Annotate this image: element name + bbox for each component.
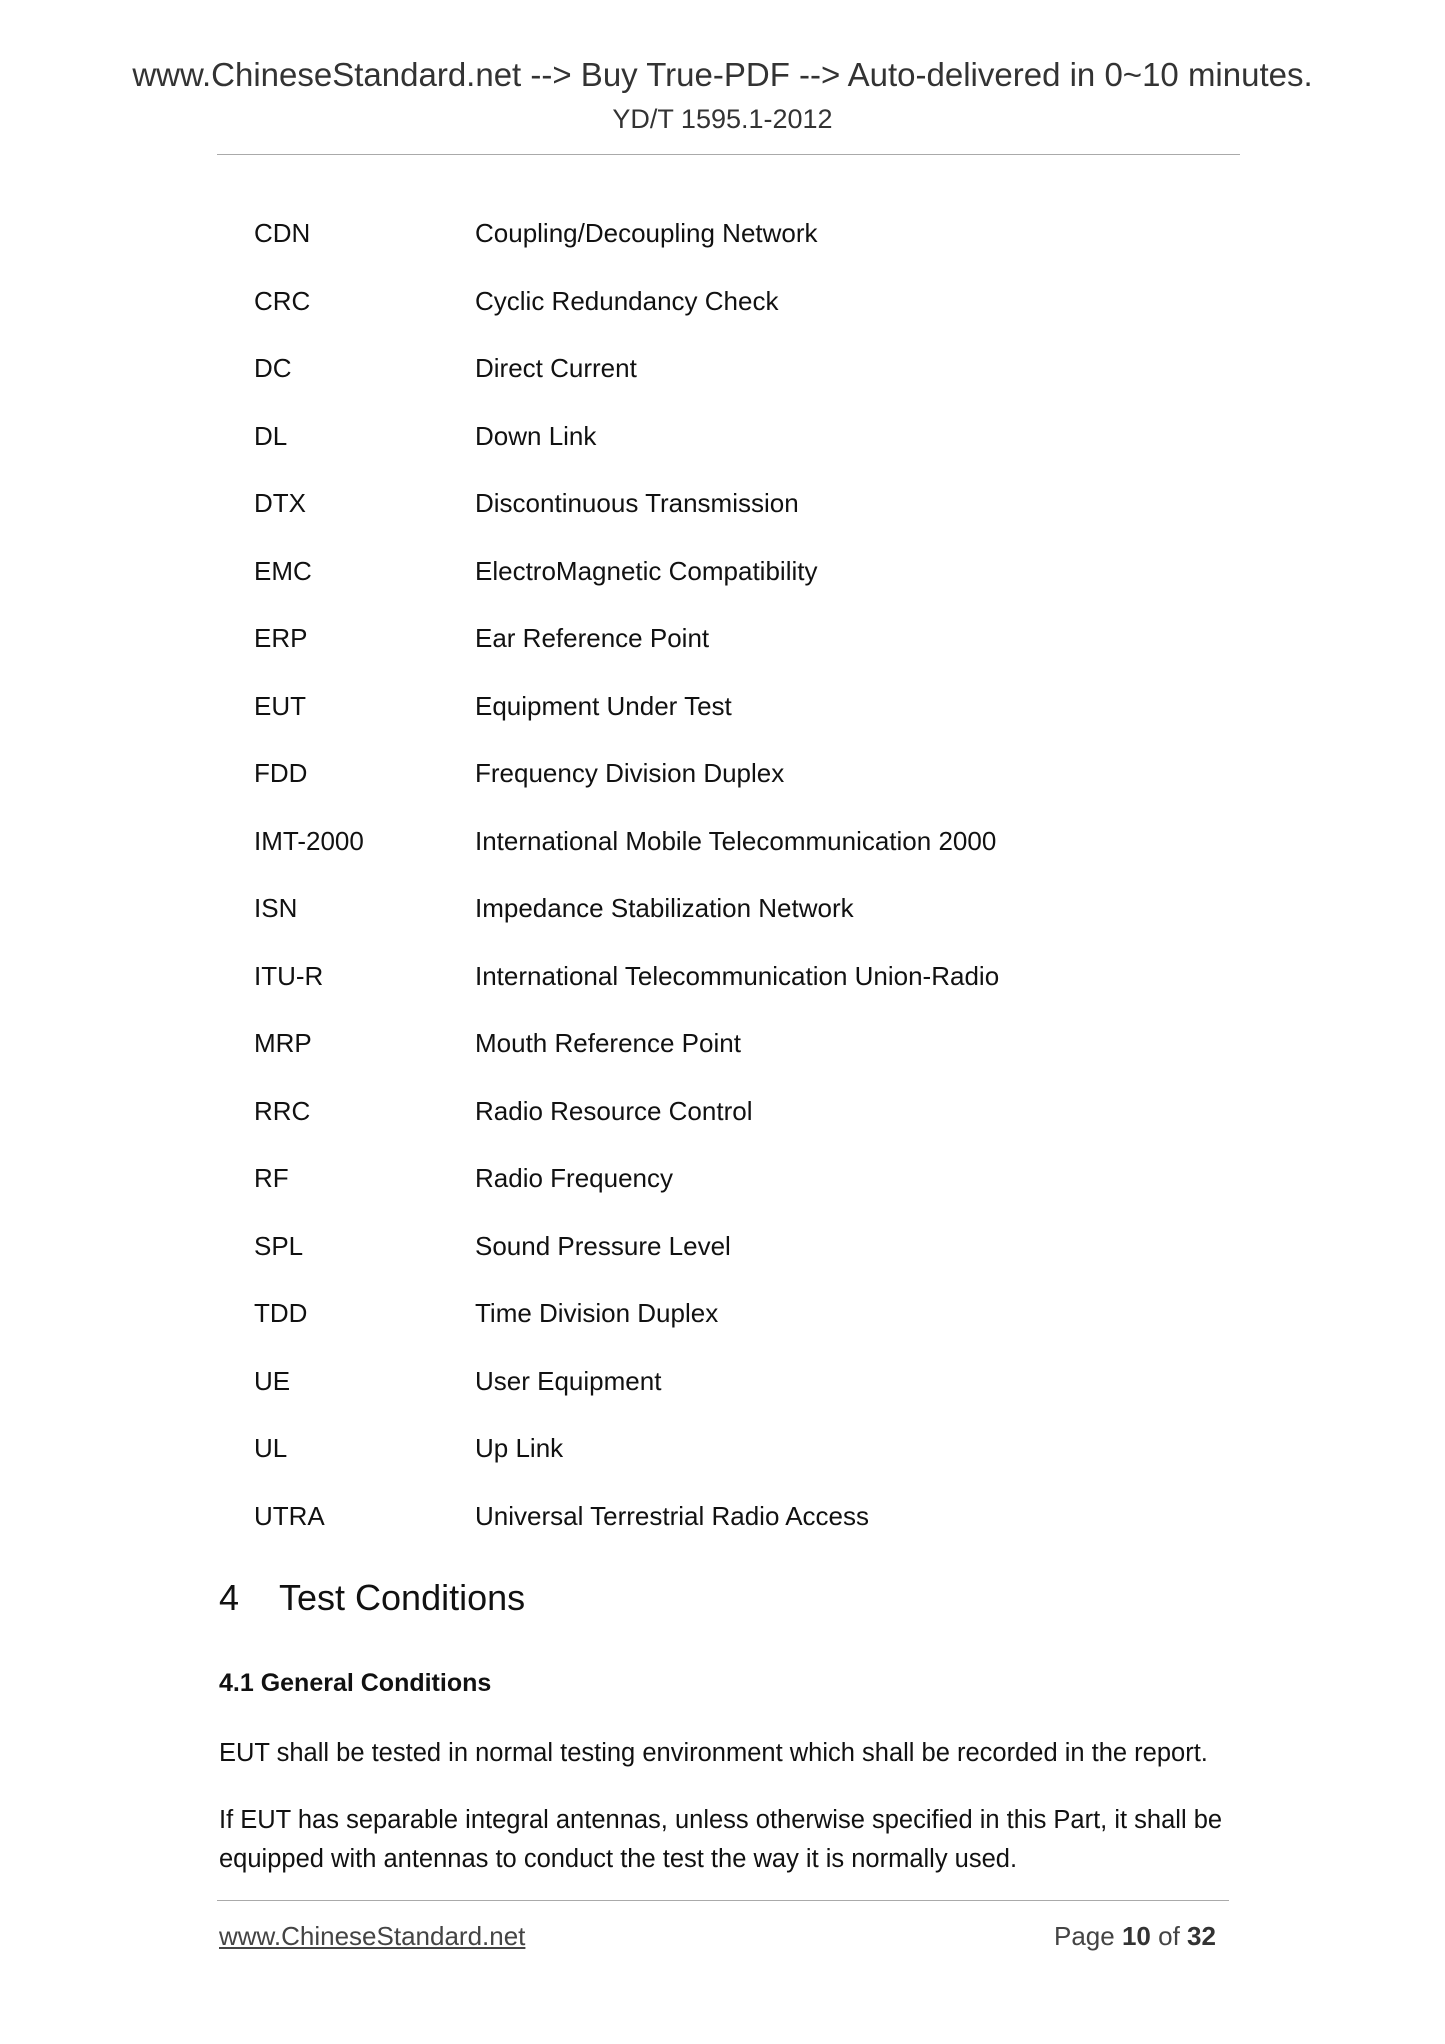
- abbreviation-definition: Ear Reference Point: [475, 623, 710, 653]
- abbreviation-definition: Coupling/Decoupling Network: [475, 218, 818, 248]
- abbreviation-row: [254, 411, 1254, 479]
- abbreviation-definition: Sound Pressure Level: [475, 1230, 731, 1261]
- abbreviation-row: [254, 1423, 1254, 1491]
- abbreviation-term: IMT-2000: [254, 825, 364, 856]
- abbreviation-term: FDD: [254, 758, 308, 788]
- abbreviation-definition: Radio Frequency: [475, 1163, 673, 1193]
- paragraph: If EUT has separable integral antennas, unless otherwise specified in this Part, it shall be equipped with antennas to conduct the test the way it is normally used.: [219, 1806, 1223, 1873]
- abbreviation-definition: Radio Resource Control: [475, 1095, 753, 1126]
- abbreviation-term: UL: [254, 1433, 288, 1463]
- abbreviation-row: [254, 478, 1254, 546]
- abbreviation-row: [254, 1356, 1254, 1424]
- footer-divider: [217, 1900, 1229, 1901]
- abbreviation-term: MRP: [254, 1028, 312, 1058]
- page-current: 10: [1121, 1921, 1151, 1951]
- abbreviation-term: DC: [254, 353, 292, 383]
- abbreviation-definition: ElectroMagnetic Compatibility: [475, 555, 818, 586]
- footer-site-link[interactable]: www.ChineseStandard.net: [219, 1921, 526, 1951]
- abbreviation-definition: International Mobile Telecommunication 2000: [475, 825, 997, 856]
- page-of: of: [1158, 1921, 1180, 1951]
- abbreviation-term: TDD: [254, 1298, 308, 1328]
- page-indicator: [1054, 1921, 1216, 1952]
- abbreviation-row: [254, 951, 1254, 1019]
- header-banner: www.ChineseStandard.net --> Buy True-PDF --> Auto-delivered in 0~10 minutes.: [132, 56, 1313, 93]
- abbreviation-definition: Frequency Division Duplex: [475, 758, 785, 788]
- abbreviation-row: [254, 613, 1254, 681]
- abbreviation-row: [254, 816, 1254, 884]
- page-total: 32: [1187, 1921, 1216, 1951]
- abbreviation-term: ITU-R: [254, 960, 324, 991]
- abbreviation-term: DTX: [254, 488, 306, 518]
- abbreviation-row: [254, 208, 1254, 276]
- abbreviation-definition: Up Link: [475, 1433, 564, 1463]
- paragraph: EUT shall be tested in normal testing environment which shall be recorded in the report.: [219, 1739, 1208, 1767]
- header-divider: [217, 154, 1240, 155]
- abbreviation-definition: Down Link: [475, 420, 597, 451]
- abbreviation-row: [254, 1153, 1254, 1221]
- abbreviation-row: [254, 681, 1254, 749]
- section-number: 4: [219, 1577, 240, 1618]
- abbreviation-row: [254, 1086, 1254, 1154]
- abbreviation-row: [254, 1288, 1254, 1356]
- abbreviation-definition: Universal Terrestrial Radio Access: [475, 1500, 869, 1531]
- abbreviation-term: UE: [254, 1365, 291, 1396]
- abbreviation-definition: Discontinuous Transmission: [475, 488, 799, 518]
- abbreviation-term: CDN: [254, 218, 311, 248]
- abbreviation-term: ISN: [254, 893, 298, 923]
- abbreviation-definition: Direct Current: [475, 353, 637, 383]
- abbreviation-row: [254, 546, 1254, 614]
- abbreviation-definition: Mouth Reference Point: [475, 1028, 741, 1058]
- abbreviation-definition: Equipment Under Test: [475, 690, 732, 721]
- abbreviation-term: RF: [254, 1163, 289, 1193]
- abbreviation-definition: User Equipment: [475, 1365, 662, 1396]
- abbreviation-term: EMC: [254, 555, 312, 586]
- abbreviation-row: [254, 748, 1254, 816]
- abbreviation-row: [254, 883, 1254, 951]
- abbreviation-term: DL: [254, 420, 288, 451]
- abbreviation-definition: Time Division Duplex: [475, 1298, 719, 1328]
- abbreviation-term: CRC: [254, 285, 311, 316]
- abbreviation-row: [254, 276, 1254, 344]
- section-heading: [219, 1577, 525, 1619]
- section-title: Test Conditions: [279, 1577, 526, 1618]
- abbreviation-definition: Impedance Stabilization Network: [475, 893, 854, 923]
- subsection-heading: 4.1 General Conditions: [219, 1669, 492, 1697]
- abbreviation-term: RRC: [254, 1095, 311, 1126]
- abbreviation-term: EUT: [254, 690, 306, 721]
- standard-number: YD/T 1595.1-2012: [612, 104, 833, 134]
- abbreviation-row: [254, 1491, 1254, 1559]
- abbreviation-term: UTRA: [254, 1500, 325, 1531]
- abbreviation-definition: International Telecommunication Union-Radio: [475, 960, 1000, 991]
- abbreviation-row: [254, 1018, 1254, 1086]
- page-prefix: Page: [1054, 1921, 1115, 1951]
- abbreviation-row: [254, 1221, 1254, 1289]
- abbreviation-term: SPL: [254, 1230, 304, 1261]
- abbreviation-definition: Cyclic Redundancy Check: [475, 285, 779, 316]
- abbreviation-row: [254, 343, 1254, 411]
- abbreviation-list: [254, 208, 1254, 1558]
- abbreviation-term: ERP: [254, 623, 308, 653]
